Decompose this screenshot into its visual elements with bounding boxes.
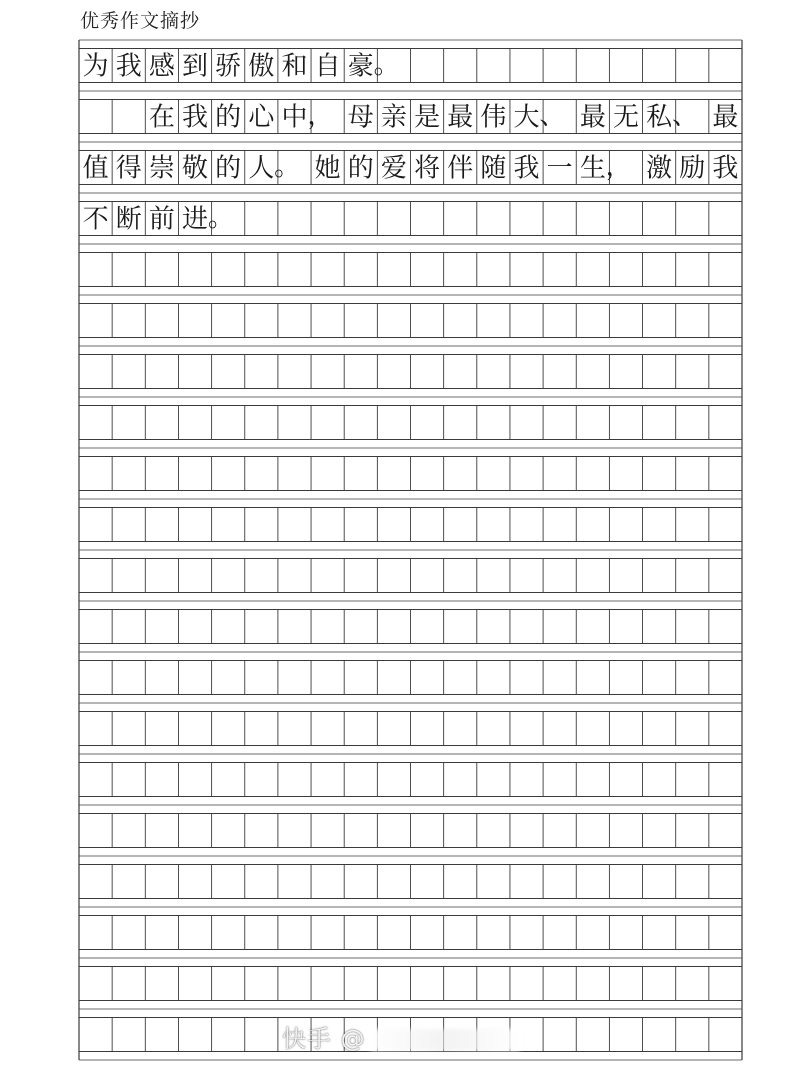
- grid-character: 无: [612, 102, 639, 133]
- grid-character: 和: [281, 51, 308, 82]
- grid-character: 敬: [182, 153, 209, 184]
- page-title: 优秀作文摘抄: [80, 10, 201, 32]
- grid-character: ，: [605, 151, 632, 182]
- grid-character: 中: [281, 102, 308, 133]
- grid-character: 、: [539, 100, 566, 131]
- grid-character: 前: [148, 204, 175, 235]
- grid-character: 、: [671, 100, 698, 131]
- grid-character: ，: [307, 100, 334, 131]
- grid-character: 最: [447, 102, 474, 133]
- grid-character: 亲: [380, 102, 407, 133]
- grid-character: 感: [148, 51, 175, 82]
- grid-character: 。: [373, 49, 400, 80]
- grid-character: 励: [679, 153, 706, 184]
- grid-character: 伟: [480, 102, 507, 133]
- grid-character: 。: [207, 202, 234, 233]
- grid-character: 的: [215, 102, 242, 133]
- grid-character: 断: [115, 204, 142, 235]
- grid-lines: [79, 40, 742, 1060]
- grid-character: 值: [82, 153, 109, 184]
- grid-character: 我: [115, 51, 142, 82]
- grid-character: 我: [182, 102, 209, 133]
- grid-character: 人: [248, 153, 275, 184]
- grid-character: 最: [579, 102, 606, 133]
- grid-character: 不: [82, 204, 109, 235]
- grid-character: 进: [182, 204, 209, 235]
- grid-character: 自: [314, 51, 341, 82]
- grid-character: 爱: [380, 153, 407, 184]
- grid-character: 私: [646, 102, 673, 133]
- grid-character: 得: [115, 153, 142, 184]
- grid-character: 崇: [148, 153, 175, 184]
- grid-character: 她: [314, 153, 341, 184]
- grid-character: 心: [248, 102, 275, 133]
- grid-character: 母: [347, 102, 374, 133]
- grid-character: 一: [546, 153, 573, 184]
- grid-character: 到: [182, 51, 209, 82]
- grid-character: 激: [646, 153, 673, 184]
- grid-character: 。: [274, 151, 301, 182]
- grid-character: 豪: [347, 51, 374, 82]
- grid-character: 将: [414, 153, 441, 184]
- grid-character: 大: [513, 102, 540, 133]
- grid-character: 最: [712, 102, 739, 133]
- grid-character: 骄: [215, 51, 242, 82]
- grid-character: 的: [215, 153, 242, 184]
- grid-character: 的: [347, 153, 374, 184]
- grid-character: 我: [712, 153, 739, 184]
- watermark-obscured-handle: [370, 1029, 520, 1051]
- watermark-text: 快手 @: [282, 1025, 366, 1053]
- grid-character: 伴: [447, 153, 474, 184]
- watermark: [282, 1019, 520, 1054]
- grid-character: 生: [579, 153, 606, 184]
- grid-character: 随: [480, 153, 507, 184]
- grid-character: 我: [513, 153, 540, 184]
- grid-character: 傲: [248, 51, 275, 82]
- grid-character: 在: [148, 102, 175, 133]
- grid-character: 为: [82, 51, 109, 82]
- grid-character: 是: [414, 102, 441, 133]
